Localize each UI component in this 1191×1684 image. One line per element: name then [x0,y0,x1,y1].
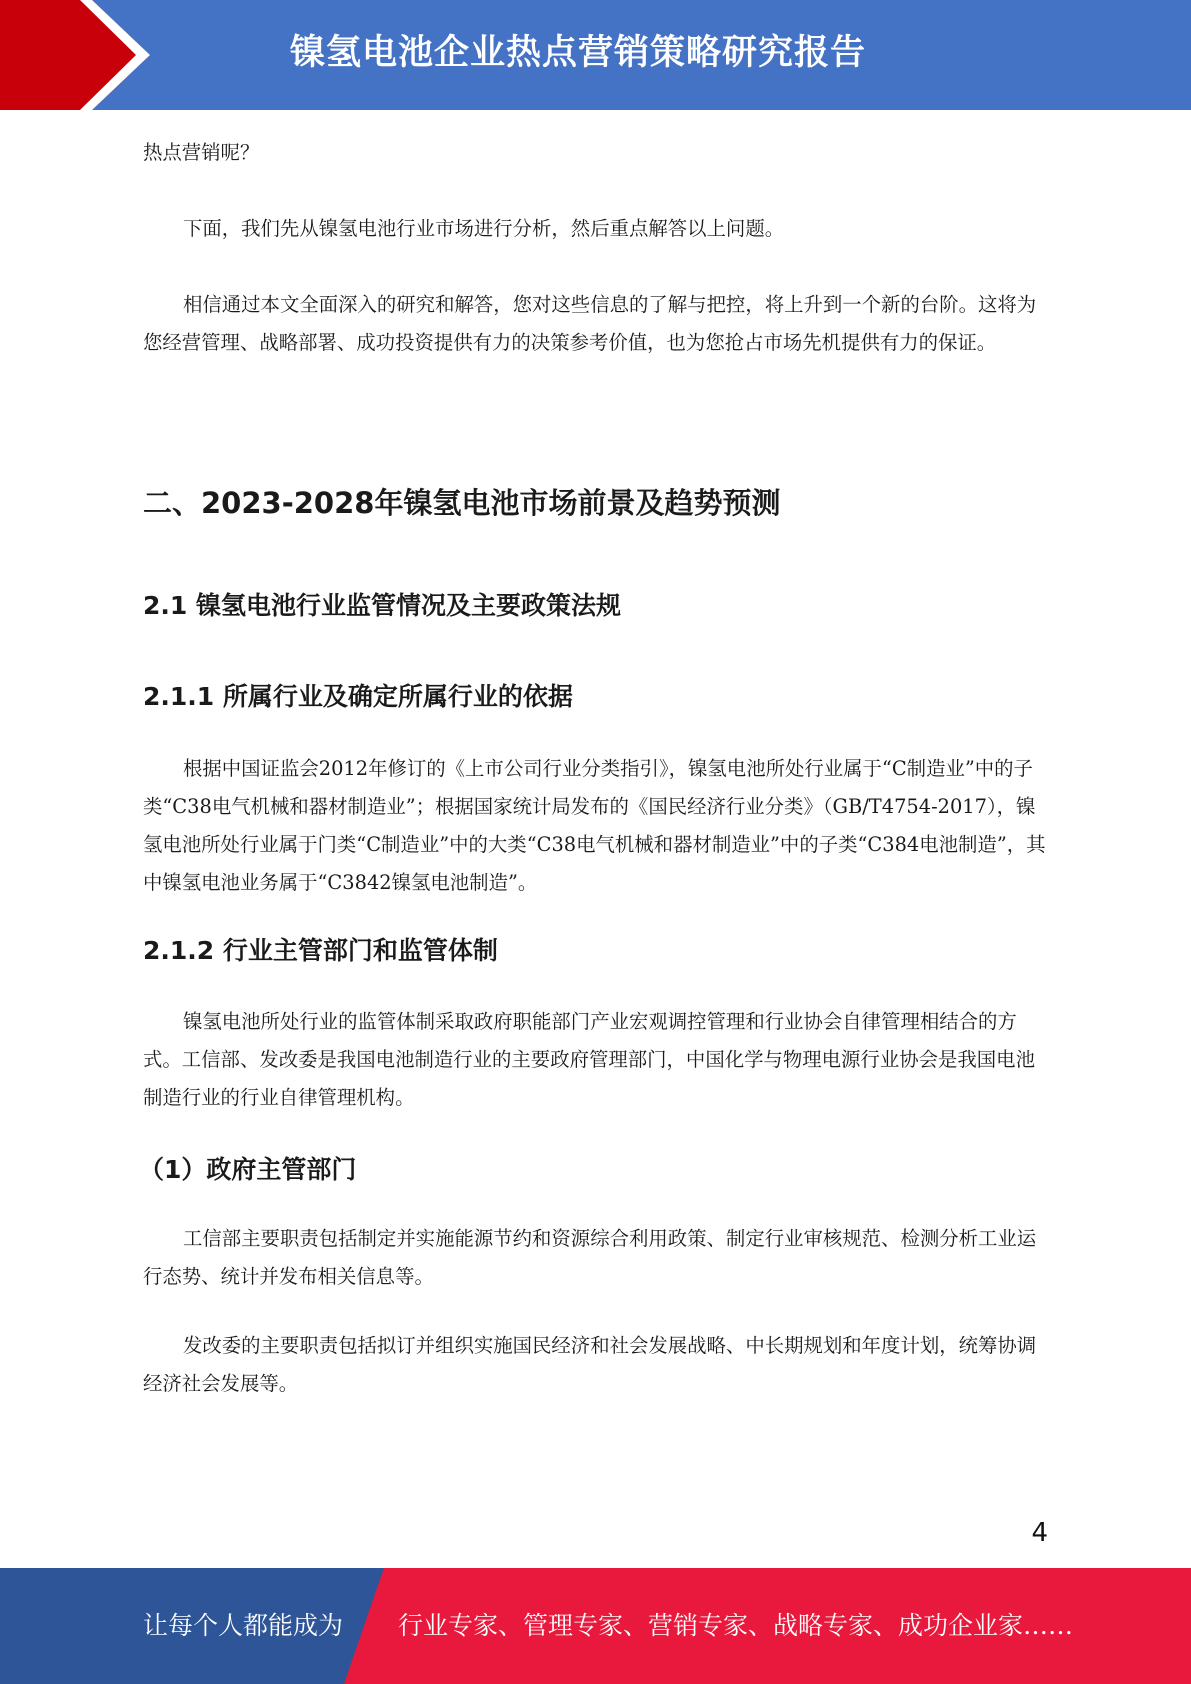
paragraph-industry-classification: 根据中国证监会2012年修订的《上市公司行业分类指引》，镍氢电池所处行业属于“C制造业”中的子类“C38电气机械和器材制造业”；根据国家统计局发布的《国民经济行业分类》（GB/T4754-2017），镍氢电池所处行业属于门类“C制造业”中的大类“C38电气机械和器材制造业”中的子类“C384电池制造”，其中镍氢电池业务属于“C3842镍氢电池制造”。 [143,757,1046,894]
paragraph-analysis: 下面，我们先从镍氢电池行业市场进行分析，然后重点解答以上问题。 [183,217,785,240]
paragraph-ndrc: 发改委的主要职责包括拟订并组织实施国民经济和社会发展战略、中长期规划和年度计划，统筹协调经济社会发展等。 [143,1334,1037,1395]
paragraph-miit: 工信部主要职责包括制定并实施能源节约和资源综合利用政策、制定行业审核规范、检测分析工业运行态势、统计并发布相关信息等。 [143,1227,1037,1288]
heading-2-1-2: 2.1.2 行业主管部门和监管体制 [143,936,498,965]
footer-slogan-right: 行业专家、管理专家、营销专家、战略专家、成功企业家…… [398,1611,1074,1640]
report-title: 镍氢电池企业热点营销策略研究报告 [290,33,867,73]
page-number: 4 [1031,1518,1048,1548]
paragraph-regulation: 镍氢电池所处行业的监管体制采取政府职能部门产业宏观调控管理和行业协会自律管理相结合的方式。工信部、发改委是我国电池制造行业的主要政府管理部门，中国化学与物理电源行业协会是我国电池制造行业的行业自律管理机构。 [143,1010,1035,1109]
header-arrow-decoration [0,0,160,110]
heading-2-1-1: 2.1.1 所属行业及确定所属行业的依据 [143,682,573,711]
page-header [0,0,1191,110]
footer-slogan-left: 让每个人都能成为 [143,1611,344,1640]
paragraph-belief: 相信通过本文全面深入的研究和解答，您对这些信息的了解与把控，将上升到一个新的台阶。这将为您经营管理、战略部署、成功投资提供有力的决策参考价值，也为您抢占市场先机提供有力的保证。 [143,293,1037,354]
heading-2-1: 2.1 镍氢电池行业监管情况及主要政策法规 [143,591,621,620]
section-heading-2: 二、2023-2028年镍氢电池市场前景及趋势预测 [143,486,781,520]
heading-government: （1）政府主管部门 [139,1155,357,1184]
page-footer [0,1568,1191,1684]
paragraph-intro-end: 热点营销呢？ [143,141,260,164]
